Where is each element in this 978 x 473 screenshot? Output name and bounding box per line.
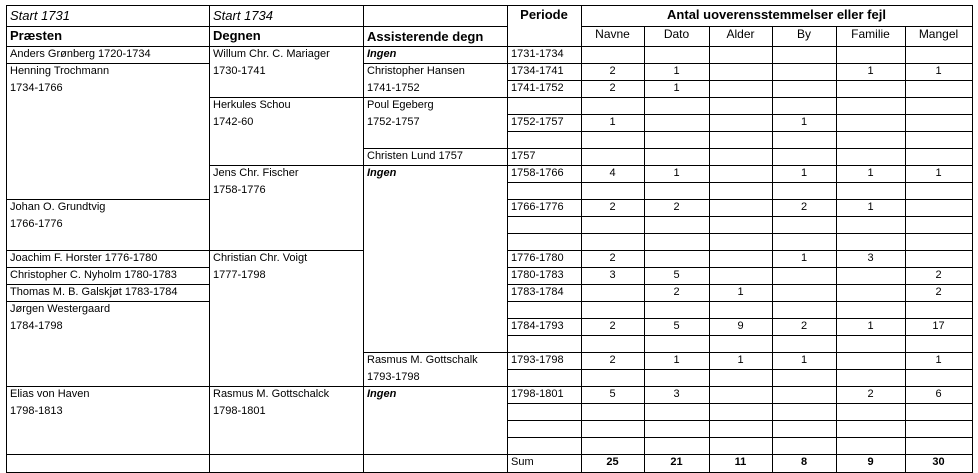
degn-4-line1: Rasmus M. Gottschalck: [213, 388, 330, 400]
grid-line-h: [507, 420, 973, 421]
grid-line-h: [507, 250, 973, 251]
sum-navne: 25: [606, 456, 619, 468]
grid-line-h: [507, 437, 973, 438]
assistant-5-line1: Rasmus M. Gottschalk: [367, 354, 478, 366]
period-6-familie: 1: [867, 201, 874, 213]
sum-mangel: 30: [932, 456, 945, 468]
period-9-dato: 2: [673, 286, 680, 298]
col-header-alder: Alder: [726, 27, 755, 41]
grid-line-h: [507, 63, 973, 64]
period-6-navne: 2: [609, 201, 616, 213]
period-7-label: 1776-1780: [511, 252, 564, 264]
col-header-mangel: Mangel: [918, 27, 959, 41]
col-header-by: By: [796, 27, 811, 41]
priest-7-line2: 1798-1813: [10, 405, 63, 417]
period-12-navne: 5: [609, 388, 616, 400]
grid-line-h: [363, 352, 508, 353]
degn-1-line1: Herkules Schou: [213, 99, 291, 111]
period-5-navne: 4: [609, 167, 616, 179]
grid-line-h: [6, 301, 210, 302]
priest-3-line1: Joachim F. Horster 1776-1780: [10, 252, 158, 264]
start-1734-label: Start 1734: [213, 8, 273, 23]
grid-line-h: [507, 335, 973, 336]
grid-line-v: [709, 26, 710, 473]
grid-line-h: [363, 386, 508, 387]
period-9-alder: 1: [737, 286, 744, 298]
antal-header: Antal uoverensstemmelser eller fejl: [667, 7, 886, 22]
period-3-by: 1: [800, 116, 808, 128]
assistant-2-line2: 1752-1757: [367, 116, 420, 128]
start-1731-label: Start 1731: [10, 8, 70, 23]
grid-line-h: [507, 148, 973, 149]
grid-line-v: [905, 26, 906, 473]
priest-6-line1: Jørgen Westergaard: [10, 303, 111, 315]
period-1-mangel: 1: [935, 65, 942, 77]
grid-line-v: [644, 26, 645, 473]
degn-3-line1: Christian Chr. Voigt: [213, 252, 308, 264]
grid-line-h: [6, 63, 210, 64]
period-2-label: 1741-1752: [511, 82, 564, 94]
period-11-mangel: 1: [935, 354, 942, 366]
grid-line-h: [6, 284, 210, 285]
grid-line-h: [363, 148, 508, 149]
priest-2-line2: 1766-1776: [10, 218, 63, 230]
period-4-label: 1757: [511, 150, 536, 162]
degn-1-line2: 1742-60: [213, 116, 254, 128]
period-8-navne: 3: [609, 269, 616, 281]
period-10-dato: 5: [673, 320, 680, 332]
period-12-mangel: 6: [935, 388, 942, 400]
period-7-by: 1: [800, 252, 808, 264]
grid-line-v: [209, 5, 210, 473]
grid-line-h: [363, 63, 508, 64]
grid-line-h: [507, 403, 973, 404]
grid-line-v: [6, 5, 7, 473]
grid-line-h: [6, 386, 210, 387]
period-2-navne: 2: [609, 82, 616, 94]
degn-3-line2: 1777-1798: [213, 269, 266, 281]
grid-line-h: [507, 301, 973, 302]
assisterende-header: Assisterende degn: [367, 29, 484, 44]
grid-line-v: [836, 26, 837, 473]
period-10-label: 1784-1793: [511, 320, 564, 332]
period-5-familie: 1: [867, 167, 874, 179]
grid-line-h: [363, 454, 508, 455]
priest-6-line2: 1784-1798: [10, 320, 63, 332]
grid-line-h: [507, 97, 973, 98]
sum-familie: 9: [867, 456, 874, 468]
sum-dato: 21: [670, 456, 683, 468]
grid-line-h: [507, 80, 973, 81]
grid-line-h: [209, 386, 364, 387]
assistant-2-line1: Poul Egeberg: [367, 99, 434, 111]
priest-1-line1: Henning Trochmann: [10, 65, 110, 77]
grid-line-h: [6, 454, 210, 455]
period-10-by: 2: [800, 320, 808, 332]
grid-line-h: [507, 454, 973, 455]
grid-line-h: [363, 97, 508, 98]
period-10-familie: 1: [867, 320, 874, 332]
period-6-by: 2: [800, 201, 808, 213]
period-5-label: 1758-1766: [511, 167, 564, 179]
grid-line-h: [507, 386, 973, 387]
period-10-alder: 9: [737, 320, 744, 332]
grid-line-h: [6, 250, 210, 251]
priest-1-line2: 1734-1766: [10, 82, 63, 94]
grid-line-v: [972, 5, 973, 473]
period-10-mangel: 17: [932, 320, 945, 332]
period-5-by: 1: [800, 167, 808, 179]
assistant-6-line1: Ingen: [367, 388, 397, 400]
grid-line-h: [507, 233, 973, 234]
grid-line-h: [6, 267, 210, 268]
grid-line-h: [507, 352, 973, 353]
degn-2-line1: Jens Chr. Fischer: [213, 167, 299, 179]
grid-line-h: [6, 46, 973, 47]
priest-7-line1: Elias von Haven: [10, 388, 90, 400]
degn-0-line2: 1730-1741: [213, 65, 266, 77]
grid-line-h: [507, 165, 973, 166]
col-header-navne: Navne: [595, 27, 630, 41]
grid-line-h: [507, 318, 973, 319]
period-11-alder: 1: [737, 354, 744, 366]
period-11-by: 1: [800, 354, 808, 366]
assistant-5-line2: 1793-1798: [367, 371, 420, 383]
period-8-label: 1780-1783: [511, 269, 564, 281]
period-12-dato: 3: [673, 388, 680, 400]
grid-line-h: [507, 216, 973, 217]
grid-line-h: [209, 165, 364, 166]
degn-2-line2: 1758-1776: [213, 184, 266, 196]
sum-by: 8: [800, 456, 808, 468]
grid-line-h: [507, 114, 973, 115]
period-1-navne: 2: [609, 65, 616, 77]
grid-line-h: [363, 165, 508, 166]
grid-line-h: [581, 26, 973, 27]
period-1-familie: 1: [867, 65, 874, 77]
priest-0-line1: Anders Grønberg 1720-1734: [10, 48, 151, 60]
period-8-mangel: 2: [935, 269, 942, 281]
grid-line-h: [507, 267, 973, 268]
col-header-dato: Dato: [663, 27, 690, 41]
grid-line-h: [507, 199, 973, 200]
period-5-dato: 1: [673, 167, 680, 179]
period-11-navne: 2: [609, 354, 616, 366]
period-8-dato: 5: [673, 269, 680, 281]
degnen-header: Degnen: [213, 28, 261, 43]
grid-line-h: [507, 131, 973, 132]
period-6-label: 1766-1776: [511, 201, 564, 213]
period-7-navne: 2: [609, 252, 616, 264]
period-0-label: 1731-1734: [511, 48, 564, 60]
priest-4-line1: Christopher C. Nyholm 1780-1783: [10, 269, 177, 281]
col-header-familie: Familie: [851, 27, 890, 41]
grid-line-v: [363, 5, 364, 473]
priest-5-line1: Thomas M. B. Galskjøt 1783-1784: [10, 286, 178, 298]
period-9-label: 1783-1784: [511, 286, 564, 298]
grid-line-h: [209, 250, 364, 251]
period-9-mangel: 2: [935, 286, 942, 298]
grid-line-h: [209, 97, 364, 98]
period-11-dato: 1: [673, 354, 680, 366]
priest-2-line1: Johan O. Grundtvig: [10, 201, 106, 213]
sum-label: Sum: [511, 456, 534, 468]
assistant-0-line1: Ingen: [367, 48, 397, 60]
degn-4-line2: 1798-1801: [213, 405, 266, 417]
assistant-1-line2: 1741-1752: [367, 82, 420, 94]
period-3-label: 1752-1757: [511, 116, 564, 128]
grid-line-h: [6, 26, 507, 27]
grid-line-h: [507, 182, 973, 183]
degn-0-line1: Willum Chr. C. Mariager: [213, 48, 330, 60]
grid-line-h: [209, 454, 364, 455]
period-10-navne: 2: [609, 320, 616, 332]
grid-line-h: [507, 284, 973, 285]
period-2-dato: 1: [673, 82, 680, 94]
period-1-label: 1734-1741: [511, 65, 564, 77]
sum-alder: 11: [734, 456, 747, 468]
period-12-label: 1798-1801: [511, 388, 564, 400]
grid-line-v: [507, 5, 508, 473]
periode-header: Periode: [520, 7, 568, 22]
grid-line-v: [772, 26, 773, 473]
assistant-4-line1: Ingen: [367, 167, 397, 179]
praesten-header: Præsten: [10, 28, 63, 43]
grid-line-h: [6, 199, 210, 200]
grid-line-h: [6, 5, 973, 6]
period-11-label: 1793-1798: [511, 354, 564, 366]
period-12-familie: 2: [867, 388, 874, 400]
assistant-3-line1: Christen Lund 1757: [367, 150, 464, 162]
period-6-dato: 2: [673, 201, 680, 213]
period-1-dato: 1: [673, 65, 680, 77]
period-3-navne: 1: [609, 116, 616, 128]
grid-line-h: [507, 369, 973, 370]
grid-line-v: [581, 5, 582, 473]
assistant-1-line1: Christopher Hansen: [367, 65, 465, 77]
period-5-mangel: 1: [935, 167, 942, 179]
period-7-familie: 3: [867, 252, 874, 264]
